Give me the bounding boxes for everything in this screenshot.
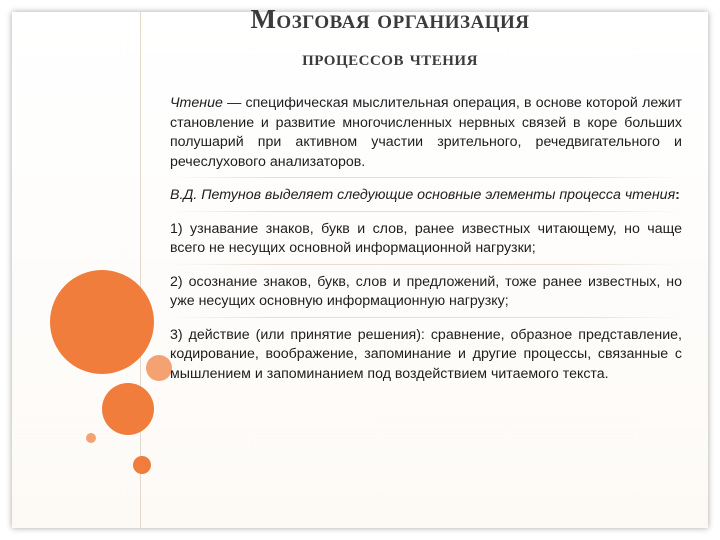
definition-term: Чтение xyxy=(170,95,223,111)
intro-colon: : xyxy=(675,187,680,203)
slide-title-line1: Мозговая организация xyxy=(250,4,530,34)
intro-text: В.Д. Петунов выделяет следующие основные элементы процесса чтения xyxy=(170,187,676,203)
definition-text: — специфическая мыслительная операция, в основе которой лежит становление и развитие многочисленных нервных связей в коре больших полушарий при активном участии зрительного, речедвигательного и речеслухового анализаторов. xyxy=(170,95,682,170)
decorative-circle-small xyxy=(133,456,151,474)
list-item-1: 1) узнавание знаков, букв и слов, ранее известных читающему, но чаще всего не несущих основной информационной нагрузки; xyxy=(170,220,682,265)
divider-line xyxy=(140,12,141,528)
decorative-circle-large xyxy=(50,270,154,374)
intro-paragraph xyxy=(170,186,682,212)
slide-content xyxy=(170,94,682,392)
slide-title-line2: процессов чтения xyxy=(302,46,478,70)
list-item-2: 2) осознание знаков, букв, слов и предложений, тоже ранее известных, но уже несущих основную информационную нагрузку; xyxy=(170,273,682,318)
list-item-3: 3) действие (или принятие решения): сравнение, образное представление, кодирование, воображение, запоминание и другие процессы, связанные с мышлением и запоминанием под воздействием читаемого текста. xyxy=(170,326,682,382)
decorative-circle-small xyxy=(146,355,172,381)
definition-paragraph xyxy=(170,94,682,178)
decorative-circle-medium xyxy=(102,383,154,435)
decorative-circle-tiny xyxy=(86,433,96,443)
